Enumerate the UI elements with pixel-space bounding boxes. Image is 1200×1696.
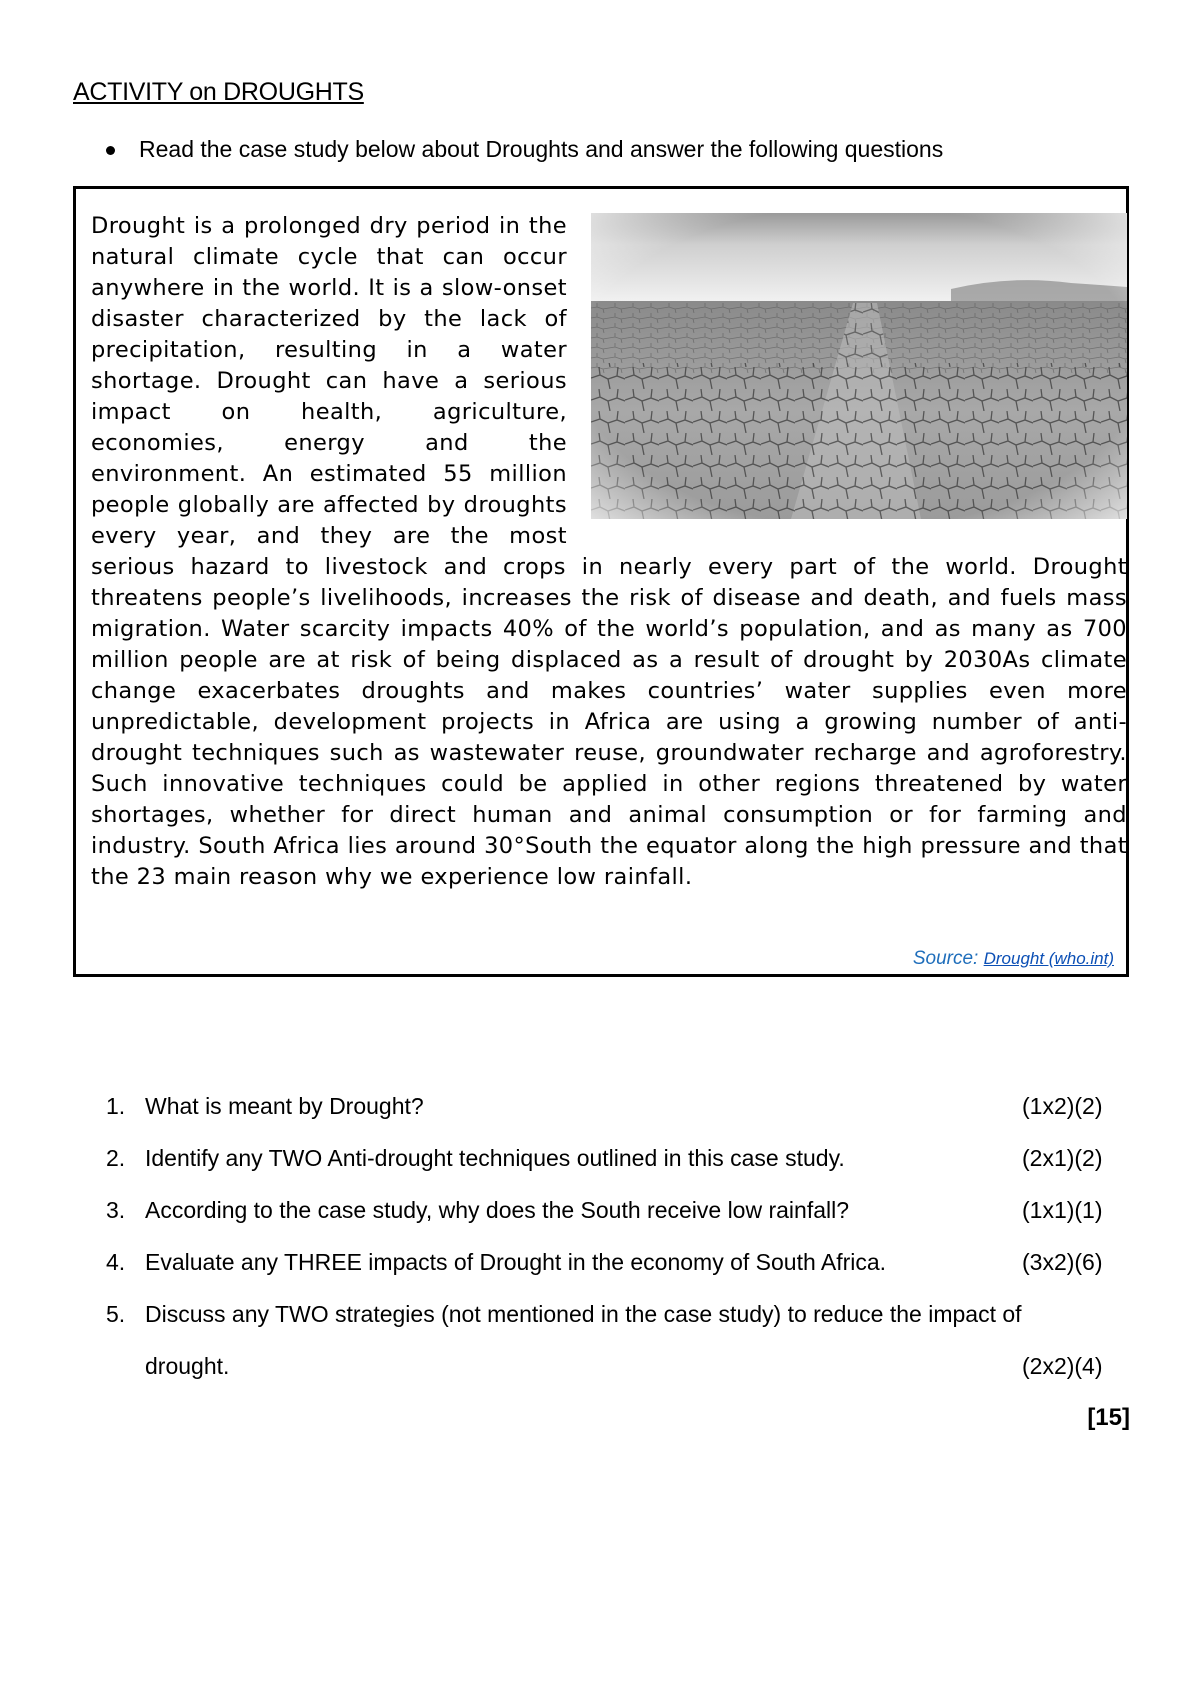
question-marks: (1x2)(2) <box>1022 1093 1103 1119</box>
question-text-continued: drought. <box>145 1353 230 1379</box>
bullet-icon <box>106 146 115 155</box>
instruction-item <box>106 136 943 163</box>
instruction-text: Read the case study below about Droughts and answer the following questions <box>139 136 944 162</box>
source-citation <box>913 948 1114 970</box>
question-item <box>106 1298 1130 1402</box>
source-link[interactable]: Drought (who.int) <box>983 949 1114 968</box>
drought-cracked-earth-image <box>591 213 1127 519</box>
question-number: 1. <box>106 1093 126 1119</box>
question-number: 2. <box>106 1145 126 1171</box>
source-label: Source: <box>912 948 984 969</box>
question-text: Identify any TWO Anti-drought techniques outlined in this case study. <box>145 1145 845 1171</box>
questions-list <box>106 1090 1130 1402</box>
page-title: ACTIVITY on DROUGHTS <box>73 78 364 106</box>
question-number: 5. <box>106 1301 126 1327</box>
question-item <box>106 1246 1130 1298</box>
question-marks: (3x2)(6) <box>1022 1249 1103 1275</box>
question-number: 4. <box>106 1249 126 1275</box>
question-number: 3. <box>106 1197 126 1223</box>
question-marks: (2x1)(2) <box>1022 1145 1103 1171</box>
question-item <box>106 1090 1130 1142</box>
question-marks: (2x2)(4) <box>1022 1353 1103 1379</box>
case-study-text: Drought is a prolonged dry period in the natural climate cycle that can occur anywhere in the world. It is a slow-onset disaster characterized by the lack of precipitation, resulting in a water shortage. Drought can have a serious impact on health, agriculture, economies, energy and the environment. An estimated 55 million people globally are affected by droughts every year, and they are the most serious hazard to livestock and crops in nearly every part of the world. Drought threatens people’s livelihoods, increases the risk of disease and death, and fuels mass migration. Water scarcity impacts 40% of the world’s population, and as many as 700 million people are at risk of being displaced as a result of drought by 2030As climate change exacerbates droughts and makes countries’ water supplies even more unpredictable, development projects in Africa are using a growing number of anti-drought techniques such as wastewater reuse, groundwater recharge and agroforestry. Such innovative techniques could be applied in other regions threatened by water shortages, whether for direct human and animal consumption or for farming and industry. South Africa lies around 30°South the equator along the high pressure and that the 23 main reason why we experience low rainfall. <box>91 213 1127 890</box>
question-item <box>106 1194 1130 1246</box>
question-text: What is meant by Drought? <box>145 1093 424 1119</box>
question-text: Discuss any TWO strategies (not mentioned in the case study) to reduce the impact of <box>145 1301 1022 1327</box>
question-text: Evaluate any THREE impacts of Drought in the economy of South Africa. <box>145 1249 887 1275</box>
question-marks: (1x1)(1) <box>1022 1197 1103 1223</box>
case-study-paragraph <box>91 211 1127 893</box>
question-item <box>106 1142 1130 1194</box>
total-marks: [15] <box>1087 1404 1130 1431</box>
case-study-box <box>73 186 1129 977</box>
question-text: According to the case study, why does the South receive low rainfall? <box>145 1197 850 1223</box>
